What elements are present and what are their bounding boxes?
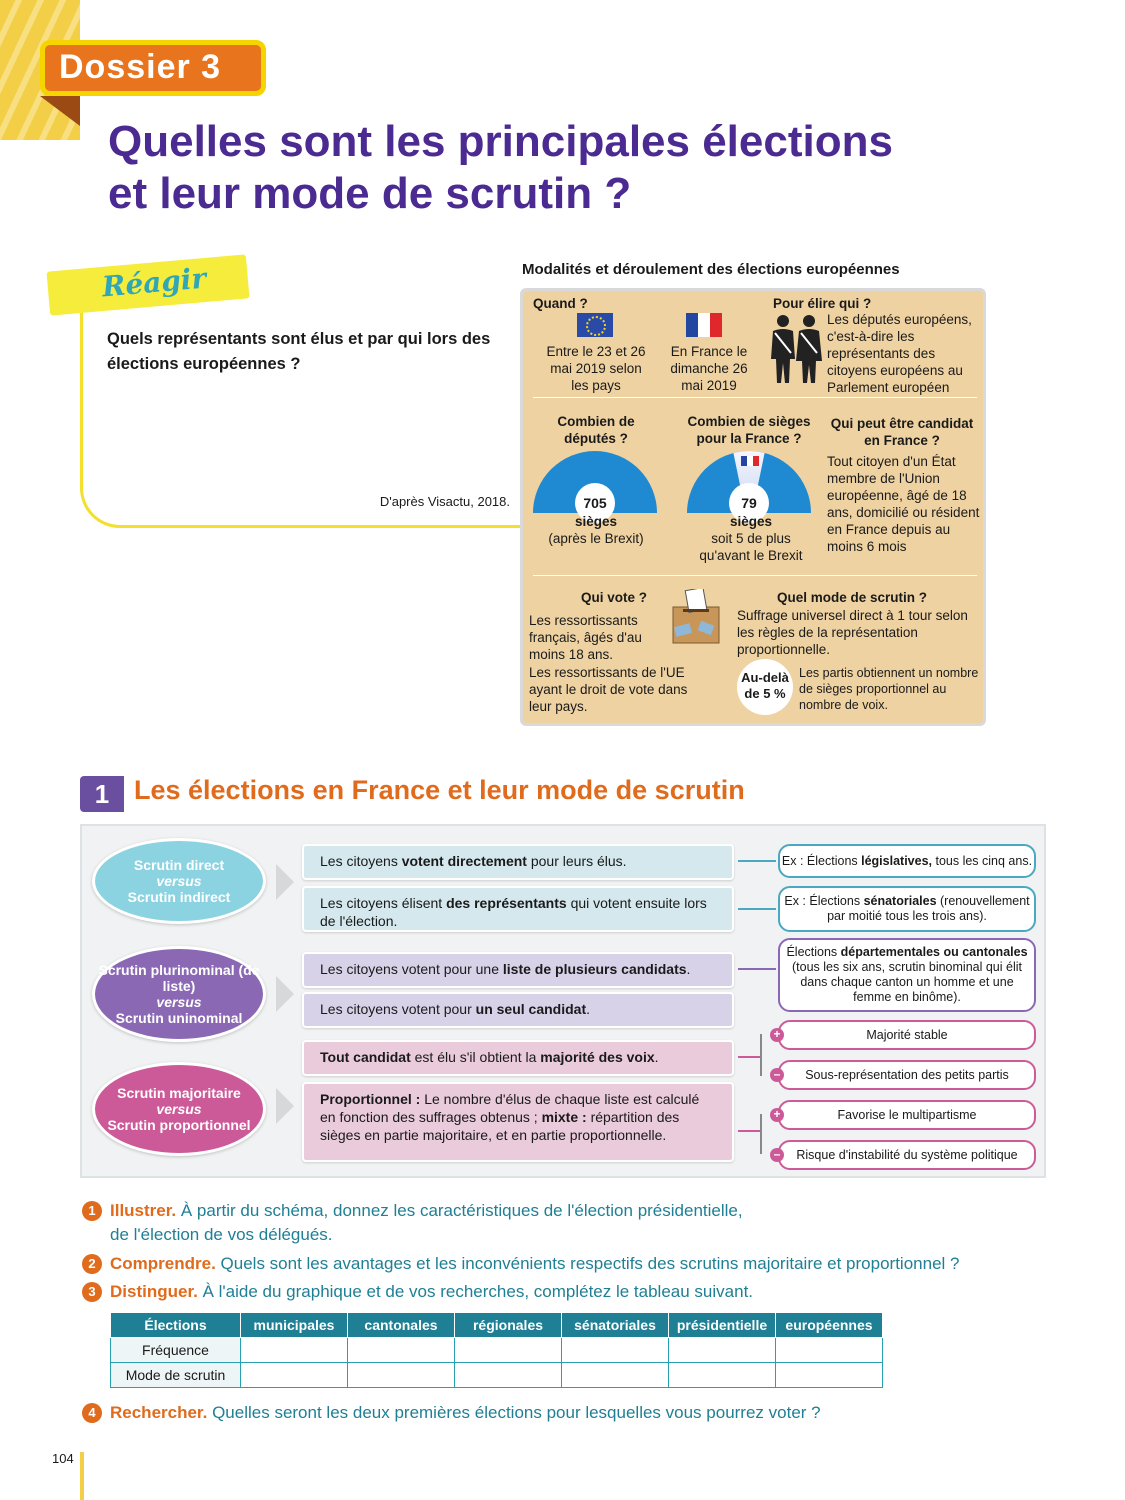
- qui-vote-text-1: Les ressortissants français, âgés d'au moins 18 ans.: [529, 613, 642, 662]
- arrow: [276, 864, 294, 900]
- table-cell[interactable]: [455, 1363, 562, 1388]
- question-text: À partir du schéma, donnez les caractéristiques de l'élection présidentielle,: [180, 1201, 743, 1220]
- table-header: cantonales: [348, 1313, 455, 1338]
- arrow: [276, 976, 294, 1012]
- table-header-row: [111, 1313, 883, 1338]
- oval-majoritaire-proportionnel: [92, 1062, 266, 1156]
- dossier-badge: Dossier 3: [40, 40, 266, 96]
- oval-versus: versus: [156, 1101, 202, 1117]
- candidat-heading: Qui peut être candidat en France ?: [830, 416, 974, 448]
- badge-text: Les partis obtiennent un nombre de sièges proportionnel au nombre de voix.: [799, 666, 979, 712]
- infographic: [520, 288, 986, 726]
- reagir-question: Quels représentants sont élus et par qui lors des élections européennes ?: [107, 330, 491, 373]
- mode-heading: Quel mode de scrutin ?: [777, 590, 928, 605]
- question-key: Distinguer.: [110, 1282, 198, 1301]
- table-cell[interactable]: [562, 1338, 669, 1363]
- table-cell[interactable]: [776, 1338, 883, 1363]
- question-3: [82, 1280, 753, 1304]
- connector: [760, 1034, 762, 1076]
- badge-line-1: Au-delà: [741, 670, 789, 685]
- connector: [738, 860, 776, 862]
- qui-vote-text-2: Les ressortissants de l'UE ayant le droit de vote dans leur pays.: [529, 665, 688, 714]
- note-departementales: Élections départementales ou cantonales (tous les six ans, scrutin binominal qui élit dans chaque canton un homme et une femme en binôme).: [778, 938, 1036, 1012]
- note-senatoriales: Ex : Élections sénatoriales (renouvellement par moitié tous les trois ans).: [778, 886, 1036, 932]
- minus-icon: –: [770, 1148, 784, 1162]
- deputes-number: 705: [575, 483, 615, 523]
- table-cell[interactable]: [241, 1363, 348, 1388]
- pill-multipartisme: Favorise le multipartisme: [778, 1100, 1036, 1130]
- france-flag-icon: [686, 313, 722, 337]
- question-key: Rechercher.: [110, 1403, 208, 1422]
- mode-text: Suffrage universel direct à 1 tour selon les règles de la représentation proportionnelle.: [737, 608, 968, 657]
- title-line-1: Quelles sont les principales élections: [108, 117, 893, 166]
- page-bar: [80, 1452, 84, 1500]
- candidat-text: Tout citoyen d'un État membre de l'Union européenne, âgé de 18 ans, domicilié ou résident en France depuis au moins 6 mois: [827, 454, 980, 554]
- question-number: 3: [82, 1282, 102, 1302]
- sieges-number: 79: [729, 483, 769, 523]
- connector: [738, 908, 776, 910]
- box-uninominal: Les citoyens votent pour un seul candidat.: [302, 992, 734, 1028]
- pour-elire-heading: Pour élire qui ?: [773, 296, 872, 311]
- table-header: sénatoriales: [562, 1313, 669, 1338]
- quand-fr-text: En France le dimanche 26 mai 2019: [670, 344, 748, 393]
- section-number: 1: [80, 776, 124, 812]
- table-cell[interactable]: [669, 1363, 776, 1388]
- oval-line: Scrutin proportionnel: [107, 1117, 251, 1133]
- france-seats-flag-icon: [741, 456, 759, 466]
- deputes-unit: sièges: [574, 514, 618, 529]
- table-header: européennes: [776, 1313, 883, 1338]
- page-title: [108, 116, 1008, 220]
- box-plurinominal: Les citoyens votent pour une liste de plusieurs candidats.: [302, 952, 734, 988]
- table-cell[interactable]: [348, 1338, 455, 1363]
- page-number: 104: [52, 1451, 74, 1466]
- pour-elire-text: Les députés européens, c'est-à-dire les représentants des citoyens européens au Parlement européen: [827, 312, 972, 395]
- oval-line: Scrutin majoritaire: [117, 1085, 241, 1101]
- pill-sous-representation: Sous-représentation des petits partis: [778, 1060, 1036, 1090]
- deputes-heading: Combien de députés ?: [557, 414, 635, 446]
- plus-icon: +: [770, 1108, 784, 1122]
- box-proportionnel: Proportionnel : Le nombre d'élus de chaque liste est calculé en fonction des suffrages obtenus ; mixte : répartition des sièges en partie majoritaire, et en partie proportionnelle.: [302, 1082, 734, 1162]
- table-cell[interactable]: [241, 1338, 348, 1363]
- divider: [533, 575, 977, 576]
- pill-instabilite: Risque d'instabilité du système politique: [778, 1140, 1036, 1170]
- oval-direct-indirect: [92, 838, 266, 924]
- table-cell[interactable]: [348, 1363, 455, 1388]
- section-title: Les élections en France et leur mode de scrutin: [134, 775, 745, 805]
- sieges-note: soit 5 de plus qu'avant le Brexit: [699, 531, 803, 563]
- table-cell[interactable]: [455, 1338, 562, 1363]
- question-number: 1: [82, 1201, 102, 1221]
- table-cell[interactable]: [562, 1363, 669, 1388]
- connector: [760, 1114, 762, 1154]
- box-direct: Les citoyens votent directement pour leurs élus.: [302, 844, 734, 880]
- oval-plurinominal-uninominal: [92, 946, 266, 1042]
- table-cell[interactable]: [669, 1338, 776, 1363]
- infographic-title: Modalités et déroulement des élections européennes: [522, 261, 900, 278]
- divider: [533, 397, 977, 398]
- badge-line-2: de 5 %: [744, 686, 786, 701]
- box-majoritaire: Tout candidat est élu s'il obtient la majorité des voix.: [302, 1040, 734, 1076]
- oval-versus: versus: [156, 994, 202, 1010]
- question-1: [82, 1199, 743, 1247]
- connector: [738, 1056, 760, 1058]
- ballot-box-icon: [669, 589, 725, 647]
- question-key: Illustrer.: [110, 1201, 177, 1220]
- question-text: Quels sont les avantages et les inconvénients respectifs des scrutins majoritaire et proportionnel ?: [220, 1254, 960, 1273]
- arrow: [276, 1088, 294, 1124]
- connector: [738, 968, 776, 970]
- reagir-label: Réagir: [100, 261, 208, 304]
- oval-line: Scrutin uninominal: [115, 1010, 243, 1026]
- question-4: [82, 1401, 821, 1425]
- table-header: régionales: [455, 1313, 562, 1338]
- pill-majorite-stable: Majorité stable: [778, 1020, 1036, 1050]
- row-label: Mode de scrutin: [111, 1363, 241, 1388]
- table-row: [111, 1338, 883, 1363]
- over-5-percent-badge: [737, 659, 793, 715]
- row-label: Fréquence: [111, 1338, 241, 1363]
- table-cell[interactable]: [776, 1363, 883, 1388]
- box-indirect: Les citoyens élisent des représentants qui votent ensuite lors de l'élection.: [302, 886, 734, 932]
- sieges-heading: Combien de sièges pour la France ?: [687, 414, 811, 446]
- table-header: Élections: [111, 1313, 241, 1338]
- deputes-note: (après le Brexit): [548, 531, 644, 546]
- minus-icon: –: [770, 1068, 784, 1082]
- plus-icon: +: [770, 1028, 784, 1042]
- question-text-cont: de l'élection de vos délégués.: [110, 1225, 333, 1244]
- note-legislatives: Ex : Élections législatives, tous les cinq ans.: [778, 844, 1036, 878]
- sieges-unit: sièges: [729, 514, 773, 529]
- question-2: [82, 1252, 959, 1276]
- elections-table: [110, 1312, 883, 1388]
- question-text: À l'aide du graphique et de vos recherches, complétez le tableau suivant.: [202, 1282, 754, 1301]
- connector: [738, 1130, 760, 1132]
- table-row: [111, 1363, 883, 1388]
- quand-eu-text: Entre le 23 et 26 mai 2019 selon les pays: [546, 344, 646, 393]
- oval-line: Scrutin indirect: [127, 889, 231, 905]
- table-header: municipales: [241, 1313, 348, 1338]
- elections-diagram: [80, 824, 1046, 1178]
- deputies-icon: [769, 313, 825, 385]
- question-text: Quelles seront les deux premières élections pour lesquelles vous pourrez voter ?: [212, 1403, 821, 1422]
- table-header: présidentielle: [669, 1313, 776, 1338]
- oval-versus: versus: [156, 873, 202, 889]
- title-line-2: et leur mode de scrutin ?: [108, 169, 632, 218]
- source-citation: D'après Visactu, 2018.: [379, 494, 510, 509]
- qui-vote-heading: Qui vote ?: [581, 590, 648, 605]
- oval-line: Scrutin direct: [133, 857, 225, 873]
- eu-flag-icon: [577, 313, 613, 337]
- question-key: Comprendre.: [110, 1254, 216, 1273]
- question-number: 2: [82, 1254, 102, 1274]
- oval-line: Scrutin plurinominal (de liste): [98, 962, 260, 994]
- dossier-fold: [40, 96, 80, 126]
- quand-heading: Quand ?: [533, 296, 588, 311]
- question-number: 4: [82, 1403, 102, 1423]
